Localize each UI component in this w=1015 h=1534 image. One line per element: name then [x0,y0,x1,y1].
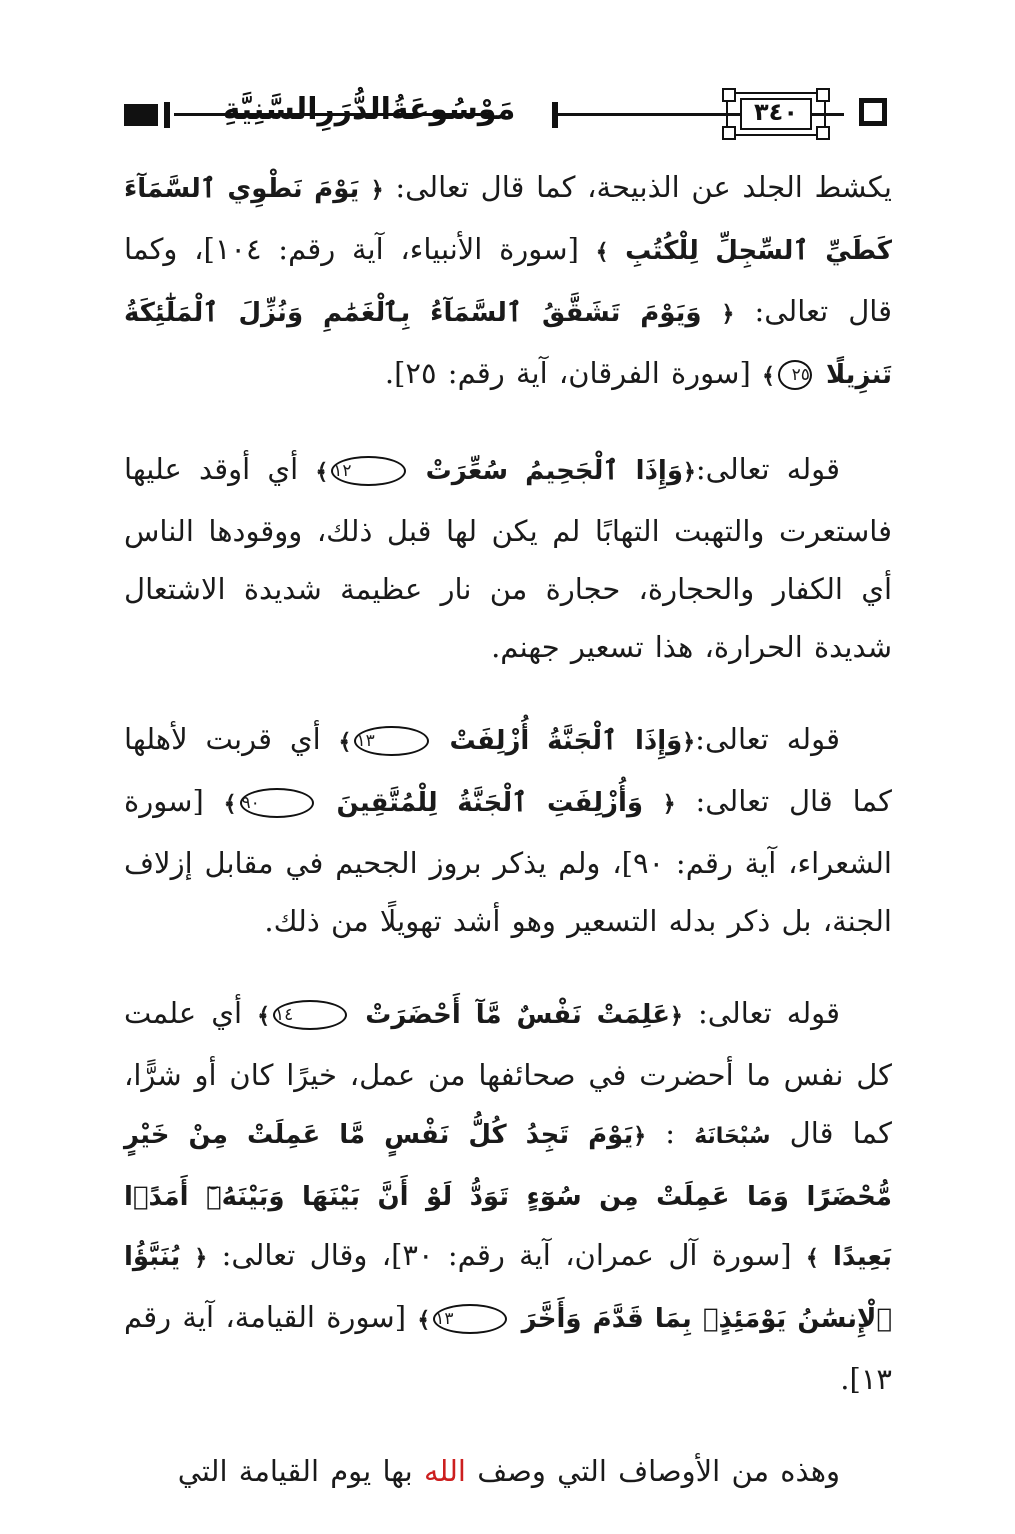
body-text: أي أوقد عليها فاستعرت والتهبت التهابًا لم يكن لها قبل ذلك، ووقودها الناس أي الكفار والحجارة، حجارة من نار عظيمة شديدة الاشتعال شديدة الحرارة، هذا تسعير جهنم. [124,452,892,664]
quran-verse: وَيَوْمَ تَشَقَّقُ ٱلسَّمَآءُ بِٱلْغَمَٰمِ وَنُزِّلَ ٱلْمَلَٰٓئِكَةُ تَنزِيلًا [124,298,892,390]
quran-bracket: ﴾ [338,730,352,755]
paragraph [124,440,892,676]
frame-corner-ornament [722,126,736,140]
quran-bracket: ﴾ [595,240,609,265]
quran-bracket: ﴾ [257,1004,270,1029]
quran-bracket: ﴿ [662,792,676,817]
quran-verse: عَلِمَتْ نَفْسٌ مَّآ أَحْضَرَتْ [350,1000,670,1030]
paragraph [124,710,892,950]
paragraph [124,1442,892,1500]
body-text: وهذه من الأوصاف التي وصف [465,1454,840,1488]
body-text: : [646,1116,695,1150]
page-number-frame [726,92,826,136]
body-text: قوله تعالى: [695,452,840,486]
quran-bracket: ﴾ [805,1246,819,1271]
quran-verse: يَوْمَ نَطْوِي ٱلسَّمَآءَ كَطَيِّ ٱلسِّجِلِّ لِلْكُتُبِ [124,174,892,266]
book-title: مَوْسُوعَةُالدُّرَرِالسَّنِيَّةِ [222,92,516,127]
body-text: [سورة آل عمران، آية رقم: ٣٠]، وقال تعالى: [207,1238,806,1272]
quran-bracket: ﴿ [721,302,735,327]
paragraph [124,984,892,1408]
page-header [122,84,895,146]
ayah-number-marker: ١٣ [354,726,428,756]
body-text: قوله تعالى: [695,722,840,756]
body-text: أي قربت لأهلها كما قال تعالى: [124,722,892,818]
quran-bracket: ﴿ [633,1124,647,1149]
quran-verse: يُنَبَّؤُا ٱلْإِنسَٰنُ يَوْمَئِذٍۭ بِمَا قَدَّمَ وَأَخَّرَ [124,1242,892,1334]
body-text: [سورة الأنبياء، آية رقم: ١٠٤]، وكما قال تعالى: [124,232,892,328]
divine-name: الله [423,1454,466,1488]
quran-bracket: ﴿ [670,1004,683,1029]
glorification-phrase: سُبْحَانَهُ [694,1124,771,1149]
quran-bracket: ﴿ [683,460,696,485]
quran-bracket: ﴿ [370,178,384,203]
header-ornament-block [124,104,158,126]
body-text: بها يوم القيامة التي [177,1454,424,1488]
ayah-number-marker: ١٣ [433,1304,507,1334]
frame-corner-ornament [722,88,736,102]
frame-corner-ornament [816,126,830,140]
ayah-number-marker: ١٢ [331,456,405,486]
ayah-number-marker: ٩٠ [240,788,314,818]
frame-corner-ornament [816,88,830,102]
paragraph [124,158,892,406]
ayah-number-marker: ١٤ [273,1000,347,1030]
body-text: قوله تعالى: [682,996,840,1030]
body-text: أي علمت كل نفس ما أحضرت في صحائفها من عمل، خيرًا كان أو شرًّا، كما قال [124,996,892,1150]
body-text: [سورة الشعراء، آية رقم: ٩٠]، ولم يذكر بروز الجحيم في مقابل إزلاف الجنة، بل ذكر بدله التسعير وهو أشد تهويلًا من ذلك. [124,784,892,938]
body-text: [سورة القيامة، آية رقم ١٣]. [124,1300,892,1396]
quran-verse: وَإِذَا ٱلْجَحِيمُ سُعِّرَتْ [408,456,683,486]
ayah-number-marker: ٢٥ [778,360,812,390]
quran-bracket: ﴾ [762,364,775,389]
quran-bracket: ﴾ [315,460,329,485]
quran-verse: وَإِذَا ٱلْجَنَّةُ أُزْلِفَتْ [431,726,683,756]
body-text: [سورة الفرقان، آية رقم: ٢٥]. [384,356,762,390]
page-number: ٣٤٠ [754,98,798,126]
header-ornament-box [859,98,887,126]
quran-bracket: ﴿ [682,730,696,755]
quran-verse: وَأُزْلِفَتِ ٱلْجَنَّةُ لِلْمُتَّقِينَ [316,788,663,818]
page-body [124,158,892,1534]
quran-bracket: ﴾ [223,792,237,817]
header-ornament-tick [164,102,170,128]
quran-bracket: ﴾ [417,1308,431,1333]
quran-verse: يَوْمَ تَجِدُ كُلُّ نَفْسٍ مَّا عَمِلَتْ مِنْ خَيْرٍ مُّحْضَرًا وَمَا عَمِلَتْ مِن سُوٓءٍ تَوَدُّ لَوْ أَنَّ بَيْنَهَا وَبَيْنَهُۥٓ أَمَدًۢا بَعِيدًا [124,1120,892,1272]
body-text: يكشط الجلد عن الذبيحة، كما قال تعالى: [383,170,892,204]
quran-bracket: ﴿ [194,1246,208,1271]
